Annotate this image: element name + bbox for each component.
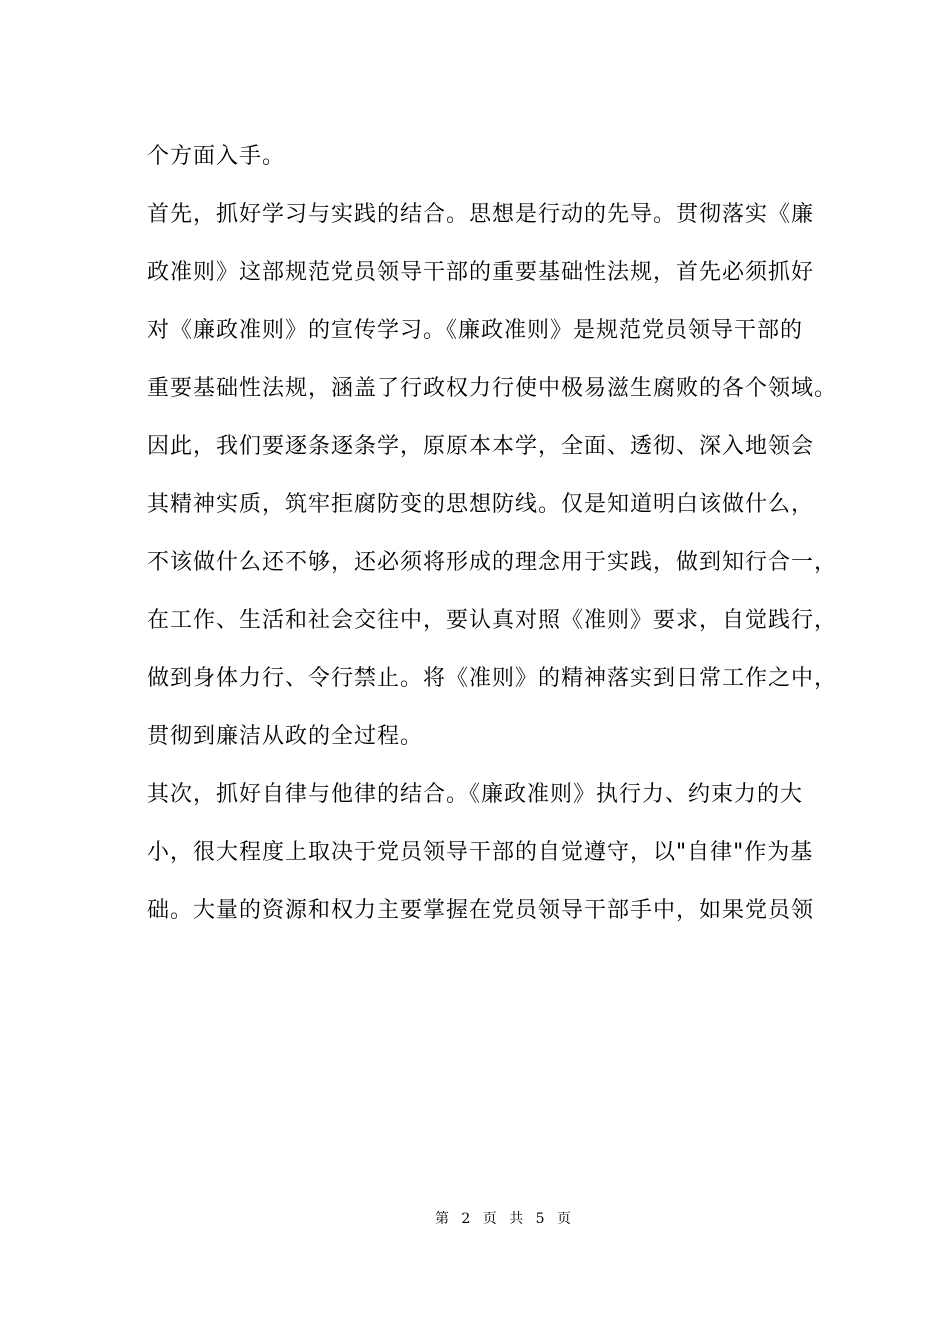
page-number: 第 2 页 共 5 页 bbox=[434, 1211, 576, 1227]
text-line: 个方面入手。 bbox=[147, 144, 286, 169]
text-line: 因此，我们要逐条逐条学，原原本本学，全面、透彻、深入地领会 bbox=[147, 434, 815, 459]
text-line: 础。大量的资源和权力主要掌握在党员领导干部手中，如果党员领 bbox=[147, 898, 815, 923]
text-line: 在工作、生活和社会交往中，要认真对照《准则》要求，自觉践行， bbox=[147, 608, 838, 633]
text-line: 贯彻到廉洁从政的全过程。 bbox=[147, 724, 424, 749]
text-line: 其精神实质，筑牢拒腐防变的思想防线。仅是知道明白该做什么， bbox=[147, 492, 815, 517]
text-line: 重要基础性法规，涵盖了行政权力行使中极易滋生腐败的各个领域。 bbox=[147, 376, 838, 401]
text-line: 小，很大程度上取决于党员领导干部的自觉遵守，以"自律"作为基 bbox=[147, 840, 814, 865]
text-line: 做到身体力行、令行禁止。将《准则》的精神落实到日常工作之中， bbox=[147, 666, 838, 691]
text-line: 首先，抓好学习与实践的结合。思想是行动的先导。贯彻落实《廉 bbox=[147, 202, 815, 227]
document-body bbox=[147, 128, 837, 940]
text-line: 政准则》这部规范党员领导干部的重要基础性法规，首先必须抓好 bbox=[147, 260, 815, 285]
text-line: 其次，抓好自律与他律的结合。《廉政准则》执行力、约束力的大 bbox=[147, 782, 804, 807]
text-line: 不该做什么还不够，还必须将形成的理念用于实践，做到知行合一， bbox=[147, 550, 838, 575]
text-line: 对《廉政准则》的宣传学习。《廉政准则》是规范党员领导干部的 bbox=[147, 318, 804, 343]
